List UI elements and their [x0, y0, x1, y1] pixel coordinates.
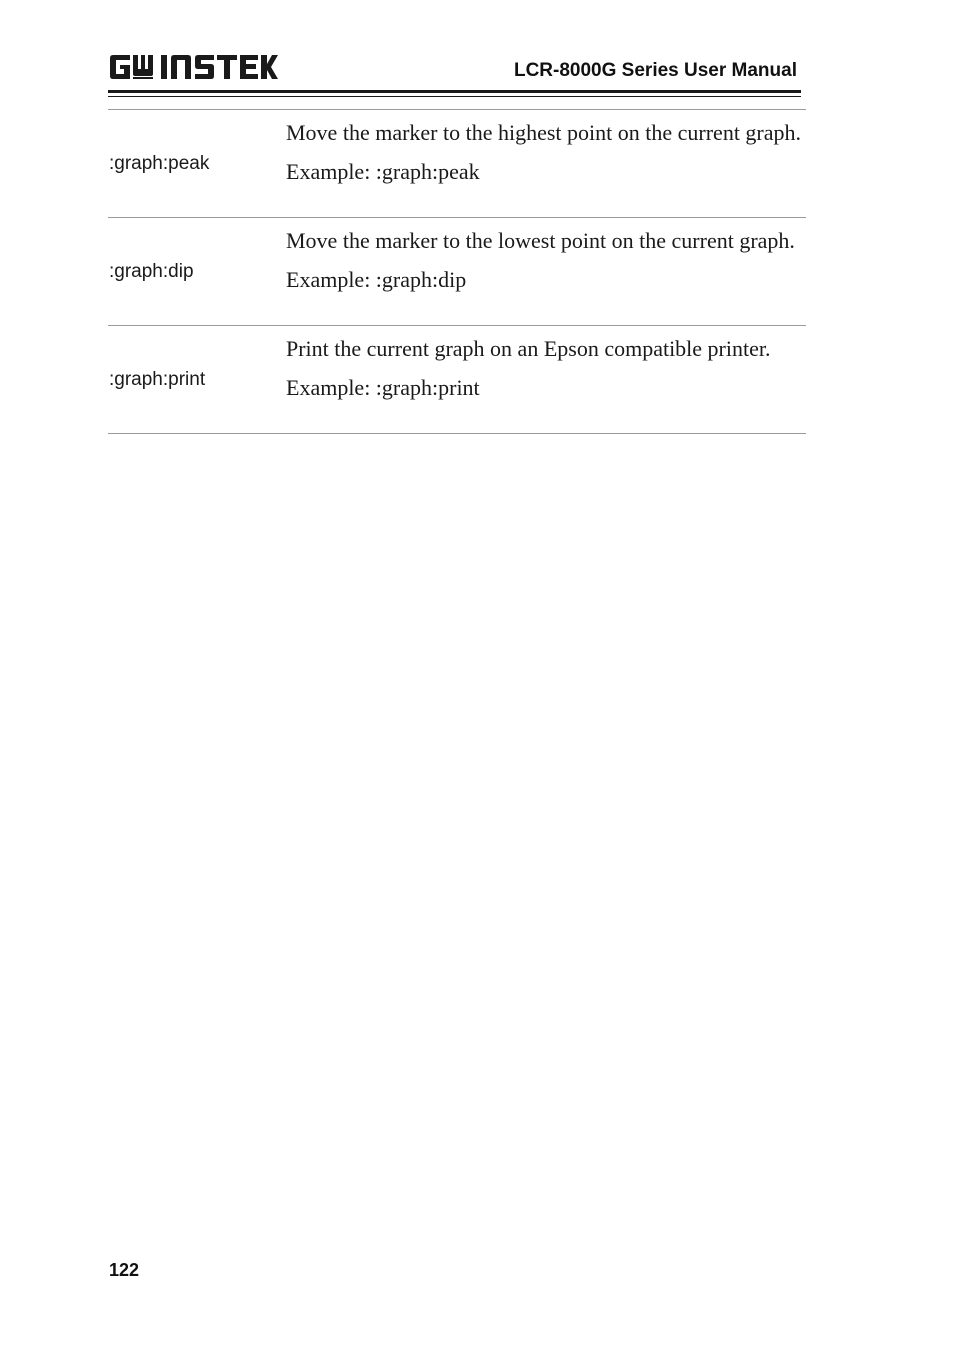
command-row-graph-dip: [108, 218, 806, 326]
command-table: [108, 109, 806, 434]
command-row-graph-print: [108, 326, 806, 434]
header-rule-thin: [108, 96, 801, 97]
command-name: :graph:print: [109, 368, 206, 390]
command-description: Move the marker to the lowest point on the current graph.: [286, 228, 795, 253]
command-description-cell: [286, 326, 806, 434]
command-description: Move the marker to the highest point on the current graph.: [286, 120, 802, 145]
header-rule-thick: [108, 90, 801, 93]
command-example: Example: :graph:dip: [286, 267, 467, 292]
manual-title: LCR-8000G Series User Manual: [513, 60, 797, 81]
command-example: Example: :graph:print: [286, 375, 480, 400]
page-number: 122: [109, 1260, 140, 1280]
command-description-cell: [286, 218, 806, 326]
command-name: :graph:peak: [109, 152, 210, 174]
command-row-graph-peak: [108, 110, 806, 218]
command-description: Print the current graph on an Epson compatible printer.: [286, 336, 771, 361]
command-example: Example: :graph:peak: [286, 159, 480, 184]
gw-instek-logo: [108, 52, 278, 82]
command-description-cell: [286, 110, 806, 218]
command-name: :graph:dip: [109, 260, 194, 282]
